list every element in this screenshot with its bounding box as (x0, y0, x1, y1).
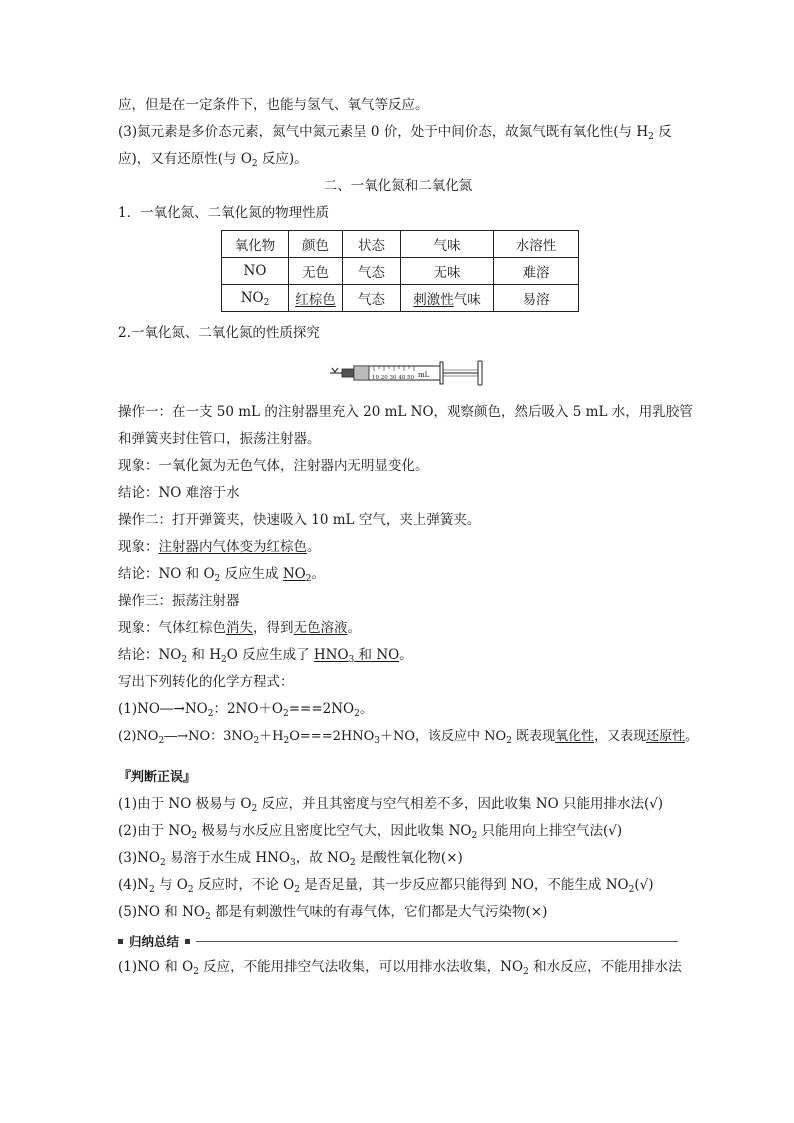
text: ===2NO (288, 701, 355, 717)
underlined-answer: 红棕色 (295, 292, 336, 308)
subsection-title-1: 1．一氧化氮、二氧化氮的物理性质 (118, 205, 330, 221)
syringe-figure (138, 347, 678, 399)
table-cell: 气态 (343, 285, 401, 312)
text: 与 O (154, 877, 188, 893)
text: 反应时，不论 O (193, 877, 295, 893)
table-header-cell: 状态 (343, 231, 401, 258)
subscript: 2 (648, 132, 654, 142)
subscript: 2 (214, 574, 221, 584)
judge-item-2 (118, 818, 678, 845)
text: ，该反应中 NO (415, 729, 507, 744)
conclusion-3 (118, 642, 678, 669)
text: (√) (634, 877, 654, 893)
subscript: 2 (283, 736, 290, 746)
table-header-cell: 气味 (401, 231, 494, 258)
text: NO (282, 566, 306, 582)
subscript: 3 (290, 858, 296, 868)
phenomenon-2 (118, 534, 678, 561)
text: 是否足量，其一步反应都只能得到 NO，不能生成 NO (299, 877, 629, 893)
text: 是酸性氧化物(×) (355, 850, 463, 866)
text: 和 NO (354, 647, 400, 663)
subscript: 2 (160, 858, 166, 868)
summary-header (118, 928, 678, 954)
judge-item-1 (118, 791, 678, 818)
subscript: 2 (187, 885, 194, 895)
conclusion-1: 结论：NO 难溶于水 (118, 485, 240, 501)
text: O 反应生成了 (226, 647, 314, 663)
table-cell: 易溶 (494, 285, 579, 312)
table-cell: NO (222, 258, 289, 285)
judge-item-5 (118, 899, 678, 926)
text: (2)由于 NO (118, 823, 192, 839)
subscript: 2 (158, 736, 165, 746)
table-cell: 难溶 (494, 258, 579, 285)
text: 和水反应，不能用排水法 (528, 959, 682, 975)
text: 反应)。 (257, 151, 308, 167)
text: 气味 (453, 292, 481, 308)
intro-line-1 (118, 92, 678, 119)
subscript: 2 (628, 885, 635, 895)
text: (1)NO 和 O (118, 959, 194, 975)
text: 易溶于水生成 HNO (165, 850, 290, 866)
subscript: 2 (181, 655, 188, 665)
subscript: 3 (348, 655, 355, 665)
equation-2 (118, 723, 699, 750)
text: 。 (347, 620, 361, 636)
text: 极易与水反应且密度比空气大，因此收集 NO (197, 823, 472, 839)
intro-line-3 (118, 146, 678, 173)
subscript: 2 (220, 655, 227, 665)
bullet-square-icon (185, 939, 190, 944)
summary-line-1 (118, 954, 682, 981)
underlined-answer: 注射器内气体变为红棕色 (158, 539, 307, 555)
text: 只能用向上排空气法(√) (477, 823, 623, 839)
intro-line-2 (118, 119, 678, 146)
equations-title: 写出下列转化的化学方程式： (118, 674, 294, 690)
underlined-answer: 还原性 (646, 729, 686, 744)
table-header-cell: 氧化物 (222, 231, 289, 258)
subscript: 2 (253, 736, 260, 746)
judge-item-3 (118, 845, 678, 872)
text: (3)氮元素是多价态元素，氮气中氮元素呈 0 价，处于中间价态，故氮气既有氧化性(与 H (118, 124, 649, 140)
table-cell (401, 285, 494, 312)
subscript: 2 (294, 885, 300, 895)
text: 反应，并且其密度与空气相差不多，因此收集 NO 只能用排水法(√) (257, 796, 664, 812)
text: 现象： (118, 539, 159, 555)
text: O===2HNO (289, 729, 375, 744)
properties-table (221, 230, 579, 312)
text: (4)N (118, 877, 149, 893)
op2: 操作二：打开弹簧夹，快速吸入 10 mL 空气，夹上弹簧夹。 (118, 512, 481, 528)
table-header-row (222, 231, 579, 258)
table-row (222, 285, 579, 312)
document-page (118, 92, 699, 981)
text: 。 (399, 647, 413, 663)
table-cell: 无色 (289, 258, 343, 285)
bullet-square-icon (118, 939, 123, 944)
underlined-answer: 氧化性 (555, 729, 595, 744)
text: 应，但是在一定条件下，也能与氢气、氧气等反应。 (118, 97, 429, 113)
subscript: 2 (282, 709, 289, 719)
text: 现象：气体红棕色 (118, 620, 226, 636)
text: (2)NO (118, 729, 159, 744)
underlined-answer: 消失 (226, 620, 253, 636)
underlined-answer (314, 647, 399, 663)
text: ＋H (259, 729, 284, 744)
op1-line-2: 和弹簧夹封住管口，振荡注射器。 (118, 431, 321, 447)
section-title: 二、一氧化氮和二氧化氮 (323, 178, 473, 194)
text: ，故 NO (295, 850, 350, 866)
text: (5)NO 和 NO (118, 904, 205, 920)
conclusion-2 (118, 561, 678, 588)
subscript: 2 (506, 736, 512, 746)
table-cell (222, 285, 289, 312)
text: 结论：NO 和 O (118, 566, 215, 582)
phenomenon-3 (118, 615, 678, 642)
text: 都是有刺激性气味的有毒气体，它们都是大气污染物(×) (210, 904, 548, 920)
text: (3)NO (118, 850, 161, 866)
subscript: 2 (305, 574, 312, 584)
summary-label: 归纳总结 (129, 934, 180, 949)
subscript: 2 (349, 858, 356, 868)
syringe-scale-label: 10 20 30 40 50 (372, 375, 414, 381)
subsection-title-2: 2.一氧化氮、二氧化氮的性质探究 (118, 325, 320, 341)
subscript: 2 (204, 912, 211, 922)
text: 既表现 (511, 729, 556, 744)
subscript: 2 (523, 967, 529, 977)
subscript: 2 (207, 709, 214, 719)
text: ，又表现 (594, 729, 647, 744)
text: 。 (311, 566, 325, 582)
text: 结论：NO (118, 647, 182, 663)
text: ： (213, 701, 227, 717)
table-cell (289, 285, 343, 312)
text: 反应，不能用排空气法收集，可以用排水法收集，NO (198, 959, 524, 975)
text: 反 (653, 124, 672, 140)
table-cell: 气态 (343, 258, 401, 285)
text: ―→NO： (164, 729, 224, 744)
subscript: 2 (354, 709, 360, 719)
text: 反应生成 (220, 566, 283, 582)
syringe-unit-label: mL (418, 371, 430, 379)
subscript: 3 (374, 736, 380, 746)
table-header-cell: 水溶性 (494, 231, 579, 258)
equation-1 (118, 696, 678, 723)
syringe-illustration (328, 358, 488, 388)
text: 。 (359, 701, 374, 717)
text: 。 (685, 729, 699, 744)
op3: 操作三：振荡注射器 (118, 593, 240, 609)
subscript: 2 (251, 159, 258, 169)
text: 3NO (223, 729, 254, 744)
table-row (222, 258, 579, 285)
text: ＋NO (379, 729, 416, 744)
text: HNO (313, 647, 349, 663)
text: NO (240, 290, 264, 306)
text: (1)由于 NO 极易与 O (118, 796, 252, 812)
subscript: 2 (263, 298, 270, 308)
text: 2NO＋O (226, 701, 283, 717)
underlined-answer (283, 566, 312, 582)
phenomenon-1: 现象：一氧化氮为无色气体，注射器内无明显变化。 (118, 458, 429, 474)
table-cell: 无味 (401, 258, 494, 285)
subscript: 2 (148, 885, 155, 895)
text: 。 (307, 539, 321, 555)
judge-item-4 (118, 872, 678, 899)
underlined-answer: 无色溶液 (293, 620, 348, 636)
text: ，得到 (253, 620, 294, 636)
subscript: 2 (251, 804, 258, 814)
judge-title: 『判断正误』 (118, 770, 197, 785)
op1-line-1: 操作一：在一支 50 mL 的注射器里充入 20 mL NO，观察颜色，然后吸入 5 mL 水，用乳胶管 (118, 404, 693, 420)
table-header-cell: 颜色 (289, 231, 343, 258)
text: 和 H (187, 647, 221, 663)
subscript: 2 (193, 967, 199, 977)
text: (1)NO―→NO (118, 701, 208, 717)
summary-divider (196, 941, 678, 942)
underlined-answer: 刺激性 (413, 292, 454, 308)
subscript: 2 (471, 831, 478, 841)
subscript: 2 (191, 831, 198, 841)
text: 应)，又有还原性(与 O (118, 151, 252, 167)
